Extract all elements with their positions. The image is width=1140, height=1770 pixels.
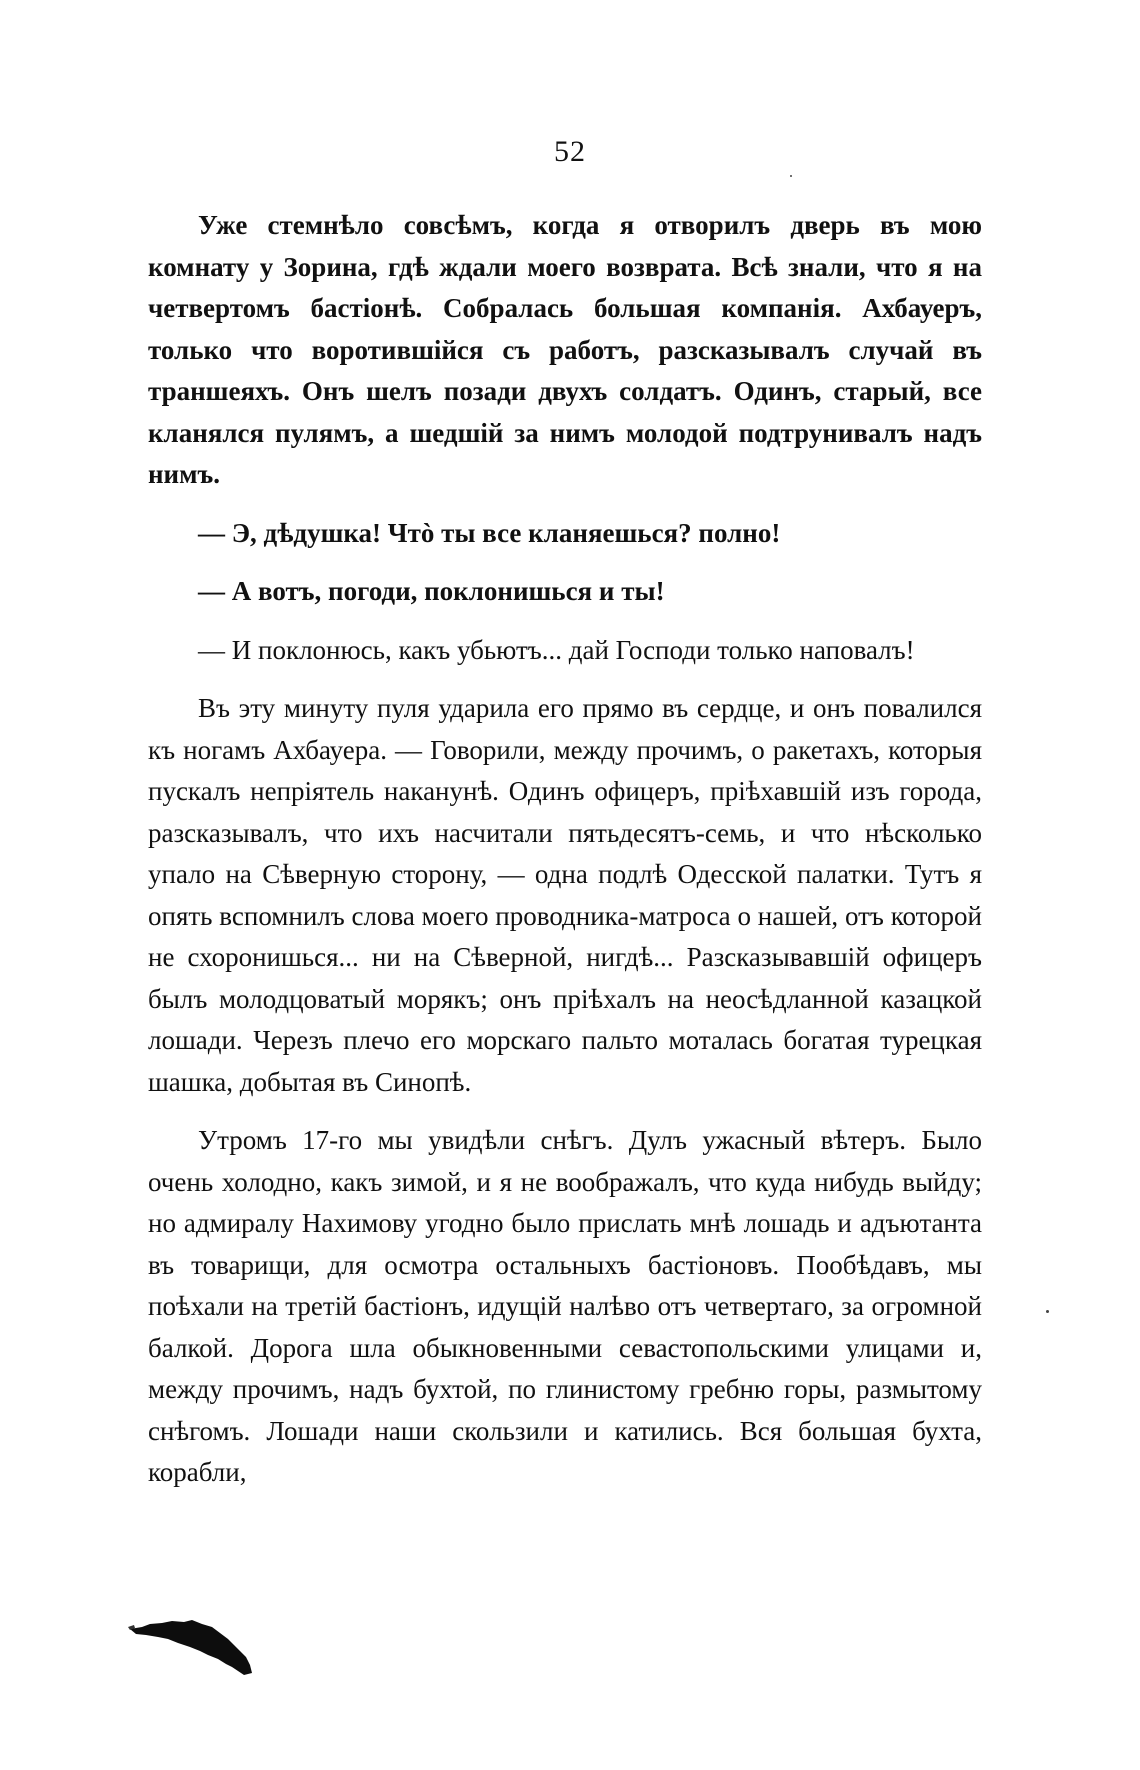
body-text <box>148 205 982 1494</box>
dialog-line-2: — А вотъ, погоди, поклонишься и ты! <box>198 576 665 606</box>
page-number: 52 <box>554 135 586 168</box>
paragraph-2: Въ эту минуту пуля ударила его прямо въ сердце, и онъ повалился къ ногамъ Ахбауера. — Говорили, между прочимъ, о ракетахъ, которыя пускалъ непріятель наканунѣ. Одинъ офицеръ, пріѣхавшій изъ города, разсказывалъ, что ихъ насчитали пятьдесятъ-семь, и что нѣсколько упало на Сѣверную сторону, — одна подлѣ Одесской палатки. Тутъ я опять вспомнилъ слова моего проводника-матроса о нашей, отъ которой не схоронишься... ни на Сѣверной, нигдѣ... Разсказывавшій офицеръ былъ молодцоватый морякъ; онъ пріѣхалъ на неосѣдланной казацкой лошади. Черезъ плечо его морскаго пальто моталась богатая турецкая шашка, добытая въ Синопѣ. <box>148 693 982 1097</box>
ink-blot-mark <box>128 1615 260 1679</box>
dialog-line-1: — Э, дѣдушка! Чтò ты все кланяешься? полно! <box>198 517 781 548</box>
margin-speck <box>790 175 792 177</box>
paragraph-1: Уже стемнѣло совсѣмъ, когда я отворилъ дверь въ мою комнату у Зорина, гдѣ ждали моего возврата. Всѣ знали, что я на четвертомъ бастіонѣ. Собралась большая компанія. Ахбауеръ, только что воротившійся съ работъ, разсказывалъ случай въ траншеяхъ. Онъ шелъ позади двухъ солдатъ. Одинъ, старый, все кланялся пулямъ, а шедшій за нимъ молодой подтрунивалъ надъ нимъ. <box>148 210 982 489</box>
margin-speck <box>1046 1310 1049 1313</box>
dialog-line-3: — И поклонюсь, какъ убьютъ... дай Господи только наповалъ! <box>198 634 915 665</box>
paragraph-3: Утромъ 17-го мы увидѣли снѣгъ. Дулъ ужасный вѣтеръ. Было очень холодно, какъ зимой, и я не воображалъ, что куда нибудь выйду; но адмиралу Нахимову угодно было прислать мнѣ лошадь и адъютанта въ товарищи, для осмотра остальныхъ бастіоновъ. Пообѣдавъ, мы поѣхали на третій бастіонъ, идущій налѣво отъ четвертаго, за огромной балкой. Дорога шла обыкновенными севастопольскими улицами и, между прочимъ, надъ бухтой, по глинистому гребню горы, размытому снѣгомъ. Лошади наши скользили и катились. Вся большая бухта, корабли, <box>148 1125 982 1487</box>
